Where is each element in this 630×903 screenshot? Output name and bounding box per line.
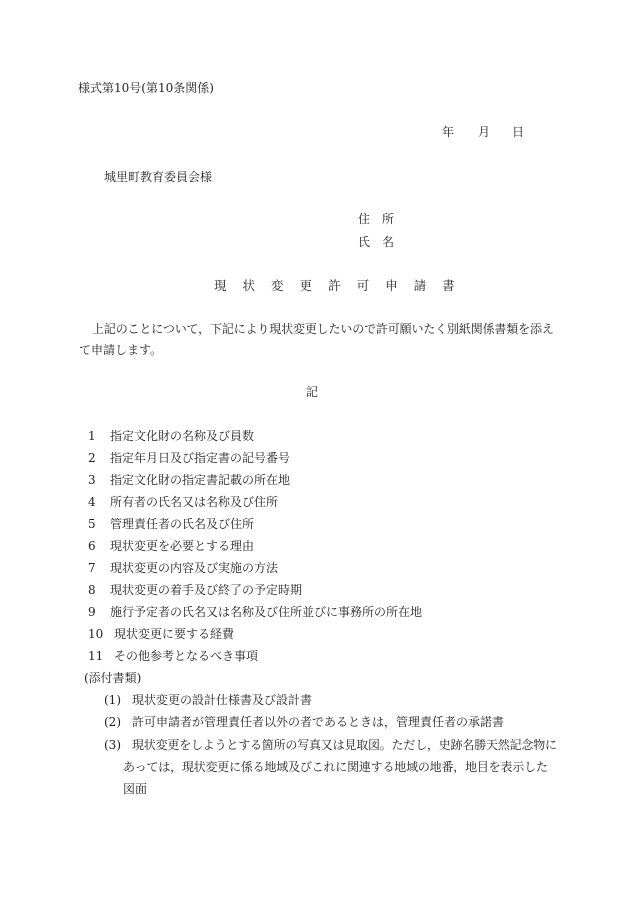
ki-heading: 記 [306, 385, 319, 399]
list-item: 2 指定年月日及び指定書の記号番号 [88, 451, 291, 465]
list-item: 3 指定文化財の指定書記載の所在地 [88, 473, 291, 487]
attachment-item-continuation: 図面 [123, 782, 148, 796]
title-char: 現 [214, 278, 227, 293]
title-char: 可 [356, 278, 370, 293]
date-year: 年 [442, 125, 455, 139]
title-char: 状 [242, 278, 256, 293]
list-item: 6 現状変更を必要とする理由 [88, 539, 255, 553]
body-line-1: 上記のことについて，下記により現状変更したいので許可願いたく別紙関係書類を添え [92, 322, 554, 336]
list-item: 5 管理責任者の氏名及び住所 [88, 517, 255, 531]
title-char: 更 [299, 278, 313, 293]
attachment-item: (1) 現状変更の設計仕様書及び設計書 [104, 693, 313, 707]
title-char: 変 [271, 278, 284, 293]
date-day: 日 [512, 125, 525, 139]
list-item: 1 指定文化財の名称及び員数 [88, 429, 255, 443]
list-item: 11 その他参考となるべき事項 [88, 649, 259, 663]
title-char: 書 [442, 278, 455, 293]
list-item: 9 施行予定者の氏名又は名称及び住所並びに事務所の所在地 [88, 605, 423, 619]
list-item: 10 現状変更に要する経費 [88, 627, 235, 641]
attachment-item: (2) 許可申請者が管理責任者以外の者であるときは，管理責任者の承諾書 [104, 715, 505, 729]
form-label: 様式第10号(第10条関係) [78, 81, 214, 95]
list-item: 4 所有者の氏名又は名称及び住所 [88, 495, 279, 509]
attachment-item-continuation: あっては，現状変更に係る地域及びこれに関連する地域の地番，地目を表示した [123, 760, 548, 774]
body-line-2: て申請します。 [79, 343, 163, 357]
addressee: 城里町教育委員会様 [104, 170, 213, 184]
title-char: 請 [413, 278, 427, 293]
attachments-label: (添付書類) [84, 671, 142, 685]
name-label: 氏 名 [358, 235, 395, 249]
list-item: 8 現状変更の着手及び終了の予定時期 [88, 583, 303, 597]
list-item: 7 現状変更の内容及び実施の方法 [88, 561, 279, 575]
document-title [206, 280, 463, 293]
attachment-item: (3) 現状変更をしようとする箇所の写真又は見取図。ただし，史跡名勝天然記念物に [104, 738, 557, 752]
date-month: 月 [478, 125, 491, 139]
title-char: 申 [385, 278, 398, 293]
title-char: 許 [328, 278, 341, 293]
address-label: 住 所 [358, 212, 395, 226]
